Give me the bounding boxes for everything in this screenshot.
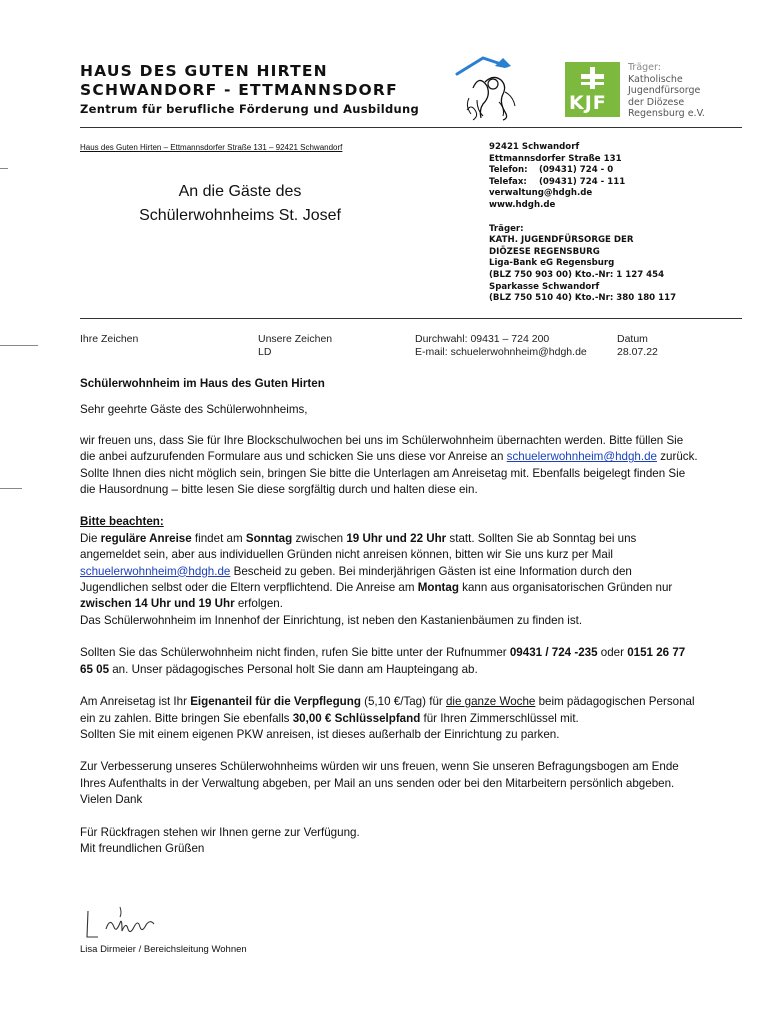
p4-t2: (5,10 €/Tag) für [360,695,446,709]
p3-b2: 0151 26 77 65 05 [80,646,686,676]
contact-web: www.hdgh.de [489,199,556,210]
p4-t4: für Ihren Zimmerschlüssel mit. [420,711,579,725]
paragraph-intro [80,433,700,499]
letter-subject: Schülerwohnheim im Haus des Guten Hirten [80,377,325,390]
note-heading: Bitte beachten: [80,515,164,529]
contact-phone-row [489,165,676,177]
p2-b3: 19 Uhr und 22 Uhr [346,531,447,545]
contact-fax: (09431) 724 - 111 [539,176,626,187]
letter-body [80,376,700,857]
kjf-logo [565,62,620,117]
contact-bank2-details: (BLZ 750 510 40) Kto.-Nr: 380 180 117 [489,293,677,304]
paragraph-phone [80,645,700,678]
addressee-line2: Schülerwohnheims St. Josef [139,207,341,224]
letter-salutation: Sehr geehrte Gäste des Schülerwohnheims, [80,403,308,417]
kjf-traeger-label: Träger: [628,62,661,73]
paragraph-survey: Zur Verbesserung unseres Schülerwohnheims würden wir uns freuen, wenn Sie unseren Befragungsbogen am Ende Ihres Aufenthalts in der Verwaltung abgeben, per Mail an uns senden oder bei den Mitarbeitern persönlich abgeben. Vielen Dank [80,760,679,807]
paragraph-parking: Sollten Sie mit einem eigenen PKW anreisen, ist dieses außerhalb der Einrichtung zu parken. [80,727,560,741]
p2-b2: Sonntag [245,531,293,545]
p2-t7: erfolgen. [234,597,283,611]
contact-traeger-label: Träger: [489,223,524,234]
meta-divider [80,318,742,319]
paragraph-arrival [80,531,700,613]
kjf-traeger-text [628,62,705,120]
ihre-zeichen-label: Ihre Zeichen [80,333,139,345]
contact-phone: (09431) 724 - 0 [539,165,614,176]
contact-phone-label: Telefon: [489,165,528,176]
contact-city: 92421 Schwandorf [489,142,580,152]
p3-t2: oder [597,646,628,660]
p1-text-a: wir freuen uns, dass Sie für Ihre Blockschulwochen bei uns im Schülerwohnheim übernachten werden. Bitte füllen Sie die anbei aufzurufenden Formulare aus und schicken Sie uns diese vor Anreise an [80,433,684,464]
durchwahl: Durchwahl: 09431 – 724 200 [415,333,550,345]
p3-b1: 09431 / 724 -235 [509,646,598,660]
contact-bank1: Liga-Bank eG Regensburg [489,258,615,269]
meta-email: E-mail: schuelerwohnheim@hdgh.de [415,346,587,358]
contact-street: Ettmannsdorfer Straße 131 [489,153,622,164]
handwritten-signature [82,903,172,943]
p2-t6: kann aus organisatorischen Gründen nur [458,581,673,595]
kjf-name-line2: Jugendfürsorge [628,85,701,96]
p2-t4: statt. Sollten Sie ab Sonntag bei uns angemeldet sein, aber aus individuellen Gründen nicht anreisen können, bitten wir Sie uns kurz per Mail [80,531,637,562]
kjf-name-line1: Katholische [628,73,683,85]
closing-line2: Mit freundlichen Grüßen [80,841,205,855]
contact-traeger-line2: DIÖZESE REGENSBURG [489,246,600,257]
addressee-line1: An die Gäste des [178,183,302,200]
org-name-line2: SCHWANDORF - ETTMANNSDORF [80,81,398,99]
contact-fax-label: Telefax: [489,176,527,187]
fold-mark-top [0,168,8,169]
p4-t3: beim pädagogischen Personal ein zu zahlen. Bitte bringen Sie ebenfalls [80,695,695,725]
p2-t3: zwischen [292,531,347,545]
p2-t5: Bescheid zu geben. Bei minderjährigen Gästen ist eine Information durch den Jugendlichen selbst oder die Eltern verpflichtend. Die Anreise am [80,564,632,595]
p4-u1: die ganze Woche [445,695,536,709]
unsere-zeichen-label: Unsere Zeichen [258,333,333,345]
kjf-name-line4: Regensburg e.V. [628,108,705,119]
email-link-2[interactable]: schuelerwohnheim@hdgh.de [80,564,231,578]
signature-name: Lisa Dirmeier / Bereichsleitung Wohnen [80,944,247,955]
contact-email: verwaltung@hdgh.de [489,188,593,199]
fold-mark-punch [0,345,38,346]
org-subtitle: Zentrum für berufliche Förderung und Ausbildung [80,102,419,116]
p2-b4: Montag [417,581,459,595]
p3-t1: Sollten Sie das Schülerwohnheim nicht finden, rufen Sie bitte unter der Rufnummer [80,646,510,660]
paragraph-payment [80,694,700,727]
kjf-name-line3: der Diözese [628,96,685,108]
email-link-1[interactable]: schuelerwohnheim@hdgh.de [506,450,658,464]
org-name [80,62,398,100]
p4-b1: Eigenanteil für die Verpflegung [190,695,361,709]
contact-bank2: Sparkasse Schwandorf [489,281,600,292]
paragraph-location: Das Schülerwohnheim im Innenhof der Einrichtung, ist neben den Kastanienbäumen zu finden ist. [80,613,583,627]
contact-fax-row [489,177,676,189]
contact-bank1-details: (BLZ 750 903 00) Kto.-Nr: 1 127 454 [489,269,665,280]
datum-label: Datum [617,333,648,345]
kjf-logo-text: KJF [569,92,607,114]
sender-line: Haus des Guten Hirten – Ettmannsdorfer Straße 131 – 92421 Schwandorf [80,143,343,152]
p4-t1: Am Anreisetag ist Ihr [80,695,191,709]
p2-t2: findet am [191,531,246,545]
shepherd-logo-icon [455,54,540,124]
org-name-line1: HAUS DES GUTEN HIRTEN [80,62,328,80]
closing-line1: Für Rückfragen stehen wir Ihnen gerne zur Verfügung. [80,825,360,839]
p3-t3: an. Unser pädagogisches Personal holt Sie dann am Haupteingang ab. [109,662,478,676]
p2-b1: reguläre Anreise [100,531,192,545]
contact-block [489,142,676,305]
p4-b2: 30,00 € Schlüsselpfand [292,711,421,725]
addressee-block [80,180,400,228]
contact-traeger-line1: KATH. JUGENDFÜRSORGE DER [489,235,634,246]
p2-b5: zwischen 14 Uhr und 19 Uhr [80,597,235,611]
unsere-zeichen-value: LD [258,346,272,358]
p2-t1: Die [80,531,101,545]
datum-value: 28.07.22 [617,346,658,358]
p1-text-b: zurück. Sollte Ihnen dies nicht möglich sein, bringen Sie bitte die Unterlagen am Anreisetag mit. Ebenfalls beigelegt finden Sie die Hausordnung – bitte lesen Sie diese sorgfältig durch und halten diese ein. [80,450,698,497]
header-divider [80,127,742,128]
fold-mark-bottom [0,488,22,489]
